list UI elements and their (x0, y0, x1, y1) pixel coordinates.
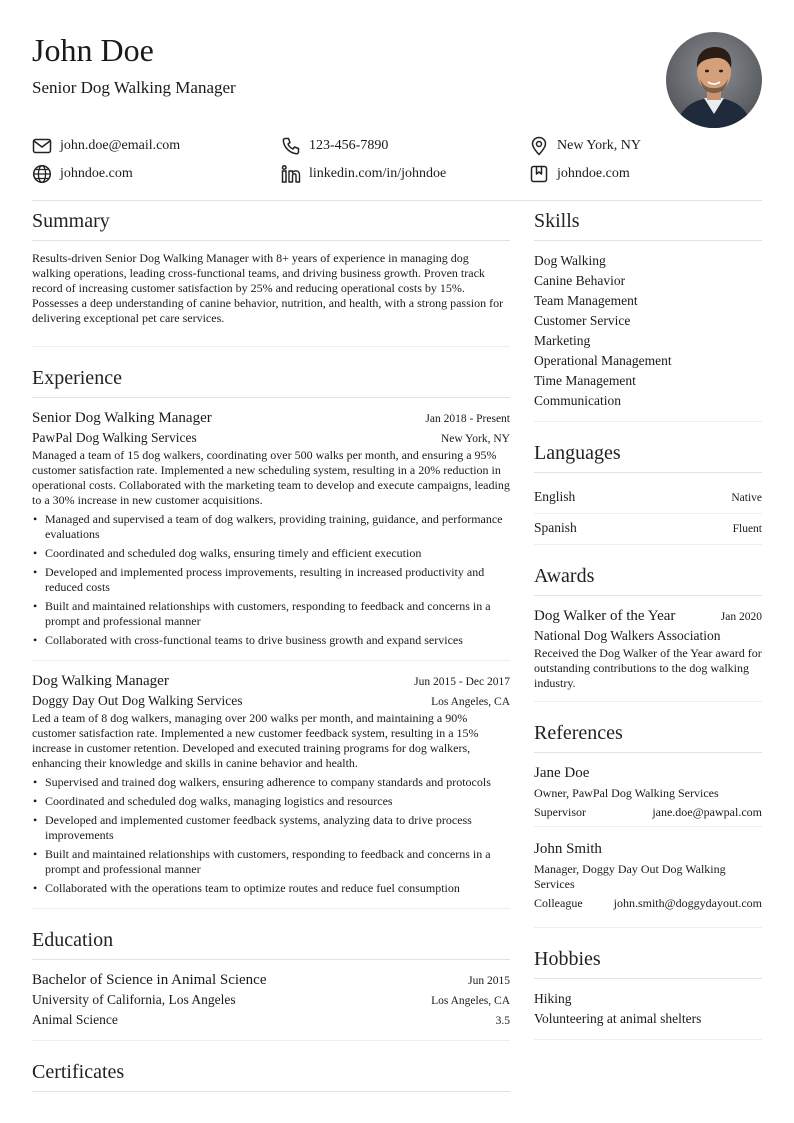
job-location: New York, NY (440, 433, 510, 445)
contact-portfolio[interactable] (529, 162, 630, 186)
reference-position: Owner, PawPal Dog Walking Services (534, 786, 719, 800)
left-column (32, 208, 510, 1102)
award-title: Dog Walker of the Year (534, 608, 676, 624)
list-item: • Developed and implemented process improvements, resulting in increased productivity and reduced costs (32, 565, 510, 595)
awards-heading: Awards (534, 563, 762, 596)
job-description: Led a team of 8 dog walkers, managing over 200 walks per month, and maintaining a 90% customer satisfaction rate. Implemented a new customer feedback system, resulting in a 15% increase in customer retention. Developed and executed training programs for dog walkers, enhancing their knowledge and skills in canine behavior and health. (32, 711, 479, 770)
education-field: Animal Science (32, 1012, 118, 1027)
skill-item: Marketing (534, 333, 591, 348)
experience-heading: Experience (32, 365, 510, 398)
hobbies-section (534, 946, 762, 1040)
job-title: Dog Walking Manager (32, 673, 169, 689)
globe-icon (32, 164, 52, 184)
job-bullets (32, 775, 510, 896)
skill-item: Canine Behavior (534, 273, 626, 288)
language-level: Fluent (732, 523, 762, 535)
contact-linkedin[interactable] (281, 162, 446, 186)
reference-email[interactable]: john.smith@doggydayout.com (613, 896, 762, 910)
job-description: Managed a team of 15 dog walkers, coordinating over 500 walks per month, and ensuring a 95% customer satisfaction rate. Implemented a new scheduling system, resulting in a 20% reduction in operational costs. Collaborated with the marketing team to develop and execute campaigns, leading to a 30% increase in new customer acquisitions. (32, 448, 510, 507)
list-item: • Supervised and trained dog walkers, ensuring adherence to company standards and protocols (32, 775, 510, 790)
job-company: PawPal Dog Walking Services (32, 430, 197, 445)
website-text: johndoe.com (60, 166, 133, 181)
location-text: New York, NY (557, 138, 642, 153)
skill-item: Team Management (534, 293, 638, 308)
education-date: Jun 2015 (468, 975, 510, 987)
language-row (534, 483, 762, 514)
list-item: • Managed and supervised a team of dog walkers, providing training, guidance, and performance evaluations (32, 512, 510, 542)
skills-heading: Skills (534, 208, 762, 241)
education-section (32, 927, 510, 1041)
candidate-name: John Doe (32, 32, 154, 68)
contact-email[interactable] (32, 134, 180, 158)
mail-icon (32, 136, 52, 156)
job-entry (32, 671, 510, 909)
language-row (534, 514, 762, 544)
skill-item: Dog Walking (534, 253, 606, 268)
education-gpa: 3.5 (495, 1015, 510, 1027)
job-title: Senior Dog Walking Manager (32, 410, 212, 426)
references-section (534, 720, 762, 928)
email-text: john.doe@email.com (60, 138, 181, 153)
job-location: Los Angeles, CA (431, 696, 510, 708)
reference-entry (534, 839, 762, 917)
language-name: English (534, 489, 576, 504)
award-issuer: National Dog Walkers Association (534, 628, 721, 643)
list-item: • Built and maintained relationships with customers, responding to feedback and concerns in a prompt and professional manner (32, 847, 510, 877)
list-item: • Built and maintained relationships with customers, responding to feedback and concerns in a prompt and professional manner (32, 599, 510, 629)
phone-icon (281, 136, 301, 156)
bookmark-icon (529, 164, 549, 184)
contact-website[interactable] (32, 162, 133, 186)
skills-section (534, 208, 762, 422)
contact-phone[interactable] (281, 134, 388, 158)
list-item: • Developed and implemented customer feedback systems, analyzing data to drive process improvements (32, 813, 510, 843)
list-item: • Coordinated and scheduled dog walks, managing logistics and resources (32, 794, 510, 809)
summary-text: Results-driven Senior Dog Walking Manager with 8+ years of experience in managing dog walking operations, leading cross-functional teams, and driving business growth. Proven track record of increasing customer satisfaction by 25% and reducing operational costs by 15%. Possesses a deep understanding of canine behavior, nutrition, and health, with a strong passion for delivering exceptional pet care services. (32, 251, 504, 325)
reference-name: John Smith (534, 841, 602, 857)
right-column (534, 208, 762, 1058)
job-dates: Jan 2018 - Present (425, 413, 510, 425)
awards-section (534, 563, 762, 702)
education-degree: Bachelor of Science in Animal Science (32, 972, 267, 988)
skill-item: Communication (534, 393, 621, 408)
list-item: • Coordinated and scheduled dog walks, ensuring timely and efficient execution (32, 546, 510, 561)
skill-item: Operational Management (534, 353, 672, 368)
job-dates: Jun 2015 - Dec 2017 (414, 676, 510, 688)
skill-item: Customer Service (534, 313, 631, 328)
reference-name: Jane Doe (534, 765, 590, 781)
reference-email[interactable]: jane.doe@pawpal.com (652, 805, 762, 819)
candidate-title: Senior Dog Walking Manager (32, 78, 236, 97)
summary-heading: Summary (32, 208, 510, 241)
language-level: Native (731, 492, 762, 504)
education-location: Los Angeles, CA (431, 995, 510, 1007)
list-item: • Collaborated with cross-functional teams to drive business growth and expand services (32, 633, 510, 648)
certificates-heading: Certificates (32, 1059, 510, 1092)
education-heading: Education (32, 927, 510, 960)
reference-position: Manager, Doggy Day Out Dog Walking Services (534, 862, 726, 891)
experience-section (32, 365, 510, 909)
education-school: University of California, Los Angeles (32, 992, 236, 1007)
languages-heading: Languages (534, 440, 762, 473)
location-pin-icon (529, 136, 549, 156)
languages-section (534, 440, 762, 545)
summary-section (32, 208, 510, 347)
award-date: Jan 2020 (720, 611, 762, 623)
phone-text: 123-456-7890 (309, 138, 389, 153)
references-heading: References (534, 720, 762, 753)
reference-relation: Supervisor (534, 805, 586, 819)
job-entry (32, 408, 510, 661)
contact-location (529, 134, 641, 158)
profile-photo (666, 32, 762, 128)
linkedin-text: linkedin.com/in/johndoe (309, 166, 447, 181)
header-divider (32, 200, 762, 201)
hobbies-heading: Hobbies (534, 946, 762, 979)
hobby-item: Hiking (534, 991, 572, 1006)
hobby-item: Volunteering at animal shelters (534, 1011, 702, 1026)
reference-relation: Colleague (534, 896, 583, 910)
job-bullets (32, 512, 510, 648)
job-company: Doggy Day Out Dog Walking Services (32, 693, 243, 708)
language-name: Spanish (534, 520, 577, 535)
portfolio-text: johndoe.com (557, 166, 630, 181)
certificates-section (32, 1059, 510, 1092)
skill-item: Time Management (534, 373, 636, 388)
reference-entry (534, 763, 762, 827)
award-description: Received the Dog Walker of the Year award for outstanding contributions to the dog walking industry. (534, 646, 762, 690)
list-item: • Collaborated with the operations team to optimize routes and reduce fuel consumption (32, 881, 510, 896)
linkedin-icon (281, 164, 301, 184)
